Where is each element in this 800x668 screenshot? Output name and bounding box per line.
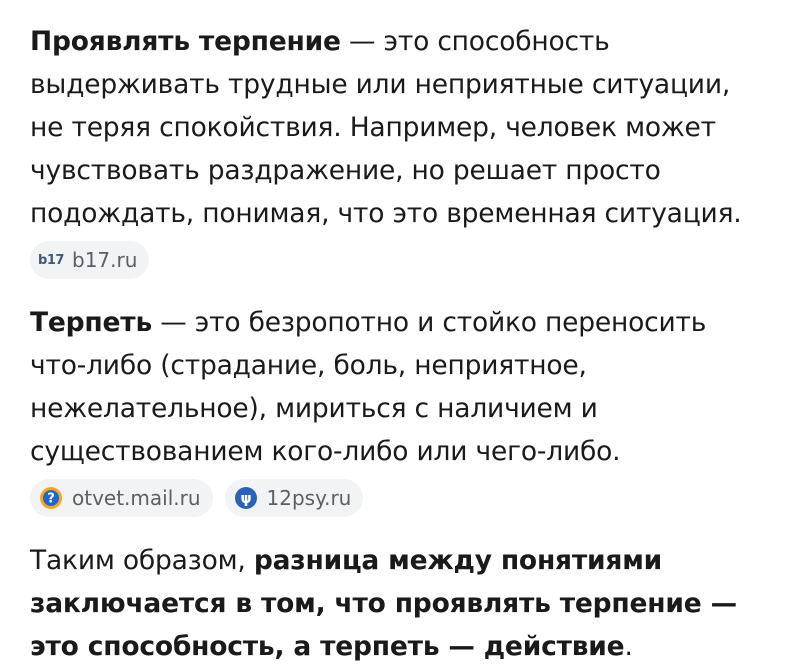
psy-logo-icon: [233, 485, 259, 511]
source-label-12psy: 12psy.ru: [266, 486, 352, 510]
definition-endure-text: — это безропотно и стойко переносить что-либо (страдание, боль, неприятное, нежелательное), мириться с наличием и существованием кого-либо или чего-либо.: [30, 307, 707, 467]
term-patience: Проявлять терпение: [30, 26, 341, 57]
definition-patience-text: — это способность выдерживать трудные или неприятные ситуации, не теряя спокойствия. Например, человек может чувствовать раздражение, но решает просто подождать, понимая, что это временная ситуация.: [30, 26, 742, 229]
conclusion: [30, 539, 770, 668]
source-chip-b17[interactable]: [30, 241, 149, 279]
conclusion-bold: разница между понятиями заключается в том, что проявлять терпение — это способность, а терпеть — действие: [30, 545, 737, 662]
svg-text:ψ: ψ: [239, 491, 252, 507]
sources-row-2: [30, 479, 770, 517]
source-label-otvet-mail: otvet.mail.ru: [72, 486, 201, 510]
b17-logo-icon: b17: [38, 252, 64, 268]
conclusion-end: .: [624, 631, 633, 662]
svg-text:?: ?: [47, 491, 55, 507]
definition-endure: [30, 301, 770, 473]
otvet-mail-logo-icon: [38, 485, 64, 511]
conclusion-intro: Таким образом,: [30, 545, 254, 576]
sources-row-1: [30, 241, 770, 279]
definition-patience: [30, 20, 770, 235]
term-endure: Терпеть: [30, 307, 153, 338]
source-chip-12psy[interactable]: [225, 479, 364, 517]
source-chip-otvet-mail[interactable]: [30, 479, 213, 517]
source-label-b17: b17.ru: [72, 248, 138, 272]
